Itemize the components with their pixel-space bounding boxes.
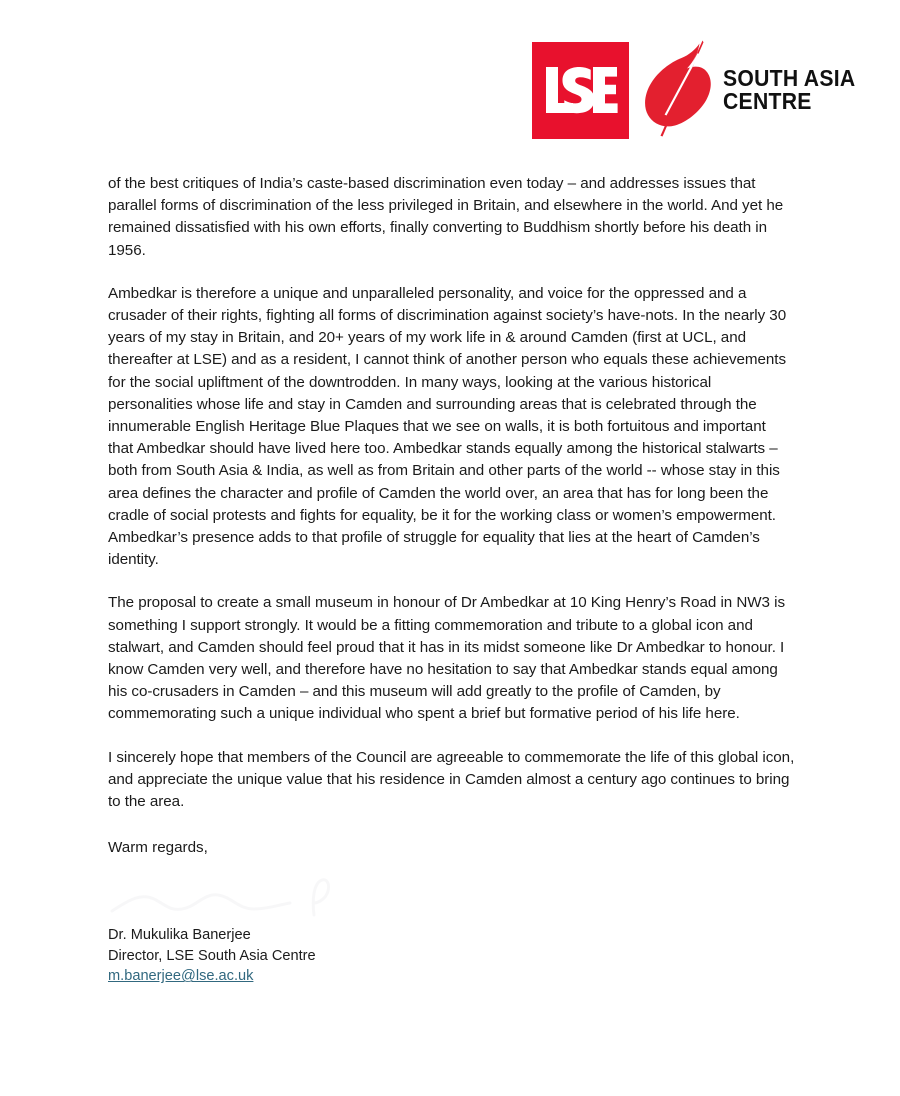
paragraph-4: I sincerely hope that members of the Council are agreeable to commemorate the life of this global icon, and appreciate the unique value that his residence in Camden almost a century ago continues to bring to the area. bbox=[108, 748, 795, 811]
centre-name-line1: SOUTH ASIA bbox=[723, 64, 856, 91]
signatory-title: Director, LSE South Asia Centre bbox=[108, 947, 316, 964]
centre-name bbox=[723, 64, 856, 114]
paragraph-1: of the best critiques of India’s caste-based discrimination even today – and addresses issues that parallel forms of discrimination of the less privileged in Britain, and elsewhere in the world. And yet he remained dissatisfied with his own efforts, finally converting to Buddhism shortly before his death in 1956. bbox=[108, 175, 784, 259]
handwritten-signature bbox=[108, 859, 368, 925]
letter-body bbox=[108, 173, 795, 987]
signatory-email-link[interactable]: m.banerjee@lse.ac.uk bbox=[108, 968, 254, 985]
signatory-name: Dr. Mukulika Banerjee bbox=[108, 927, 251, 944]
paragraph-2: Ambedkar is therefore a unique and unparalleled personality, and voice for the oppressed and a crusader of their rights, fighting all forms of discrimination against society’s have-nots. In the nearly 30 years of my stay in Britain, and 20+ years of my work life in & around Camden (first at UCL, and thereafter at LSE) and as a resident, I cannot think of another person who equals these achievements for the social upliftment of the downtrodden. In many ways, looking at the various historical personalities whose life and stay in Camden and surrounding areas that is celebrated through the innumerable English Heritage Blue Plaques that we see on walls, it is both fortuitous and important that Ambedkar should have lived here too. Ambedkar stands equally among the historical stalwarts – both from South Asia & India, as well as from Britain and other parts of the world -- whose stay in this area defines the character and profile of Camden the world over, an area that has for long been the cradle of social protests and fights for equality, be it for the working class or women’s empowerment. Ambedkar’s presence adds to that profile of struggle for equality that lies at the heart of Camden’s identity. bbox=[108, 284, 787, 569]
paragraph-3: The proposal to create a small museum in honour of Dr Ambedkar at 10 King Henry’s Road in NW3 is something I support strongly. It would be a fitting commemoration and tribute to a global icon and stalwart, and Camden should feel proud that it has in its midst someone like Dr Ambedkar to honour. I know Camden very well, and therefore have no hesitation to say that Ambedkar stands equal among his co-crusaders in Camden – and this museum will add greatly to the profile of Camden, by commemorating such a unique individual who spent a brief but formative period of his life here. bbox=[108, 594, 785, 723]
lse-logo-mark bbox=[532, 42, 629, 139]
closing-salutation: Warm regards, bbox=[108, 839, 208, 857]
letterhead bbox=[532, 40, 867, 140]
centre-name-line2: CENTRE bbox=[723, 88, 812, 114]
signature-block bbox=[108, 925, 795, 986]
bodhi-leaf-icon bbox=[642, 37, 714, 143]
